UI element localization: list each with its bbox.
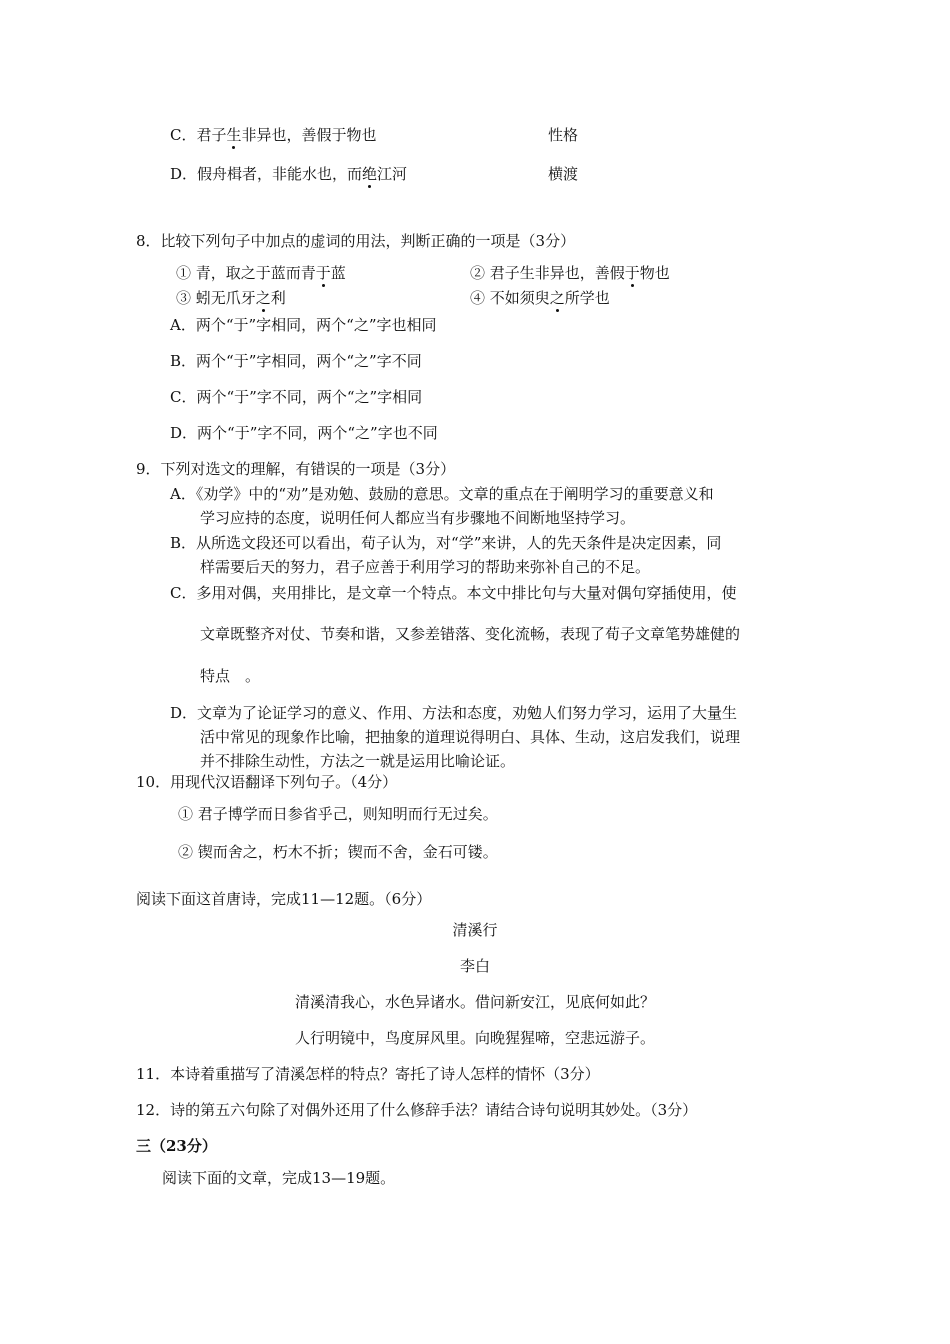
- q10-stem: 10．用现代汉语翻译下列句子。（4分）: [136, 773, 398, 791]
- q7-option-d-answer: 横渡: [548, 165, 579, 183]
- q8-option-a: A．两个“于”字相同，两个“之”字也相同: [170, 316, 437, 334]
- dotted-char: 生: [226, 126, 242, 144]
- q9-option-c-line3: 特点 。: [200, 667, 261, 685]
- q9-stem: 9．下列对选文的理解，有错误的一项是（3分）: [136, 460, 456, 478]
- dotted-char: 于: [315, 264, 331, 282]
- section-3-intro: 阅读下面的文章，完成13—19题。: [162, 1169, 396, 1187]
- poem-author: 李白: [459, 957, 490, 975]
- q11-stem: 11．本诗着重描写了清溪怎样的特点？寄托了诗人怎样的情怀（3分）: [136, 1065, 600, 1083]
- q9-option-b-line1: B．从所选文段还可以看出，荀子认为，对“学”来讲，人的先天条件是决定因素，同: [170, 534, 722, 552]
- q7-option-d: D．假舟楫者，非能水也，而绝江河: [170, 165, 408, 183]
- q9-option-a-line2: 学习应持的态度，说明任何人都应当有步骤地不间断地坚持学习。: [200, 509, 636, 527]
- q9-option-a-line1: A．《劝学》中的“劝”是劝勉、鼓励的意思。文章的重点在于阐明学习的重要意义和: [170, 485, 714, 503]
- q10-sentence-1: ① 君子博学而日参省乎己，则知明而行无过矣。: [178, 805, 498, 823]
- q8-option-c: C．两个“于”字不同，两个“之”字相同: [170, 388, 423, 406]
- q7-option-c: C．君子生非异也，善假于物也: [170, 126, 377, 144]
- dotted-char: 绝: [362, 165, 378, 183]
- q9-option-d-line2: 活中常见的现象作比喻，把抽象的道理说得明白、具体、生动，这启发我们，说理: [200, 728, 741, 746]
- q9-option-d-line3: 并不排除生动性，方法之一就是运用比喻论证。: [200, 752, 516, 770]
- poem-line-1: 清溪清我心，水色异诸水。借问新安江，见底何如此？: [294, 993, 655, 1011]
- poem-line-2: 人行明镜中，鸟度屏风里。向晚猩猩啼，空悲远游子。: [294, 1029, 655, 1047]
- section-3-heading: 三（23分）: [136, 1137, 217, 1155]
- q8-stem: 8．比较下列句子中加点的虚词的用法，判断正确的一项是（3分）: [136, 232, 576, 250]
- q9-option-b-line2: 样需要后天的努力，君子应善于利用学习的帮助来弥补自己的不足。: [200, 558, 651, 576]
- poem-title: 清溪行: [452, 921, 498, 939]
- dotted-char: 于: [624, 264, 640, 282]
- q8-sentence-3: ③ 蚓无爪牙之利: [176, 289, 286, 307]
- q9-option-c-line2: 文章既整齐对仗、节奏和谐，又参差错落、变化流畅，表现了荀子文章笔势雄健的: [200, 625, 741, 643]
- q8-option-b: B．两个“于”字相同，两个“之”字不同: [170, 352, 422, 370]
- q10-sentence-2: ② 锲而舍之，朽木不折；锲而不舍，金石可镂。: [178, 843, 498, 861]
- q8-sentence-4: ④ 不如须臾之所学也: [470, 289, 610, 307]
- poem-intro: 阅读下面这首唐诗，完成11—12题。（6分）: [136, 890, 432, 908]
- q12-stem: 12．诗的第五六句除了对偶外还用了什么修辞手法？请结合诗句说明其妙处。（3分）: [136, 1101, 698, 1119]
- q8-option-d: D．两个“于”字不同，两个“之”字也不同: [170, 424, 438, 442]
- dotted-char: 之: [255, 289, 271, 307]
- q7-option-c-answer: 性格: [548, 126, 579, 144]
- q8-sentence-2: ② 君子生非异也，善假于物也: [470, 264, 670, 282]
- q9-option-c-line1: C．多用对偶，夹用排比，是文章一个特点。本文中排比句与大量对偶句穿插使用，使: [170, 584, 737, 602]
- q8-sentence-1: ① 青，取之于蓝而青于蓝: [176, 264, 346, 282]
- q9-option-d-line1: D．文章为了论证学习的意义、作用、方法和态度，劝勉人们努力学习，运用了大量生: [170, 704, 738, 722]
- dotted-char: 之: [549, 289, 565, 307]
